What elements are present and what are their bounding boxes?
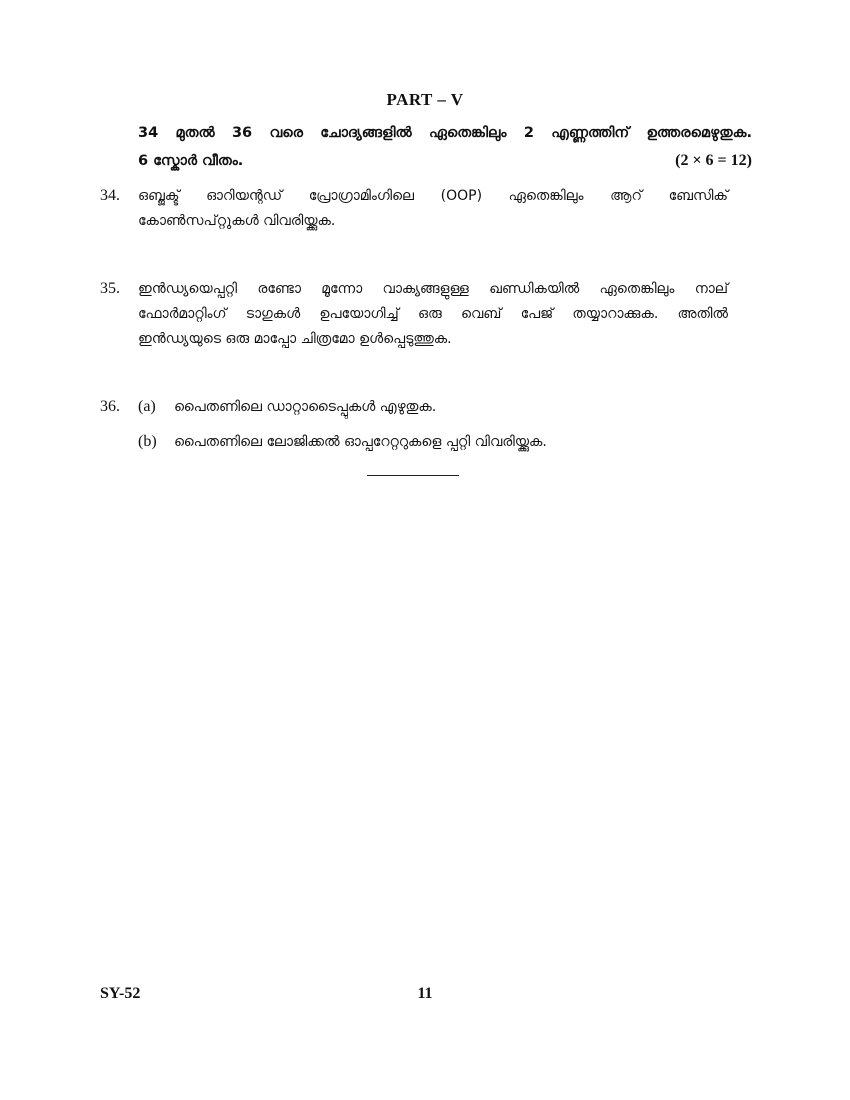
instruction-line-2 (138, 147, 752, 175)
paper-code: SY-52 (100, 985, 141, 1002)
question-number-35: 35. (100, 280, 120, 297)
question-35-line-1: ഇൻഡ്യയെപ്പറ്റി രണ്ടോ മൂന്നോ വാക്യങ്ങളുള്ള ഖണ്ഡികയിൽ ഏതെങ്കിലും നാല് (138, 281, 728, 297)
question-text-34 (138, 184, 728, 234)
question-number-36: 36. (100, 398, 120, 415)
question-34-line-2: കോൺസപ്റ്റുകൾ വിവരിയ്ക്കുക. (138, 213, 336, 229)
subpart-label-a: (a) (138, 398, 156, 415)
subpart-label-b: (b) (138, 433, 157, 450)
part-title: PART – V (386, 90, 464, 109)
instruction-score-text: 6 സ്കോർ വീതം. (138, 153, 244, 169)
page-number: 11 (417, 985, 433, 1002)
question-34-line-1: ഒബ്ജക്ട് ഓറിയന്റഡ് പ്രോഗ്രാമിംഗിലെ (OOP) ഏതെങ്കിലും ആറ് ബേസിക് (138, 188, 728, 204)
question-text-35 (138, 277, 728, 352)
end-of-section-rule (367, 475, 459, 476)
instruction-line-1: 34 മുതൽ 36 വരെ ചോദ്യങ്ങളിൽ ഏതെങ്കിലും 2 എണ്ണത്തിന് ഉത്തരമെഴുതുക. (138, 125, 752, 141)
question-35-line-2: ഫോർമാറ്റിംഗ് ടാഗുകൾ ഉപയോഗിച്ച് ഒരു വെബ് പേജ് തയ്യാറാക്കുക. അതിൽ (138, 306, 728, 322)
question-35-line-3: ഇൻഡ്യയുടെ ഒരു മാപ്പോ ചിത്രമോ ഉൾപ്പെടുത്തുക. (138, 331, 452, 347)
subpart-text-a: പൈതണിലെ ഡാറ്റാടൈപ്പുകൾ എഴുതുക. (174, 399, 437, 415)
marks-allocation: (2 × 6 = 12) (675, 152, 752, 169)
question-number-34: 34. (100, 187, 120, 204)
subpart-text-b: പൈതണിലെ ലോജിക്കൽ ഓപ്പറേറ്ററുകളെ പ്പറ്റി വിവരിയ്ക്കുക. (174, 434, 547, 450)
